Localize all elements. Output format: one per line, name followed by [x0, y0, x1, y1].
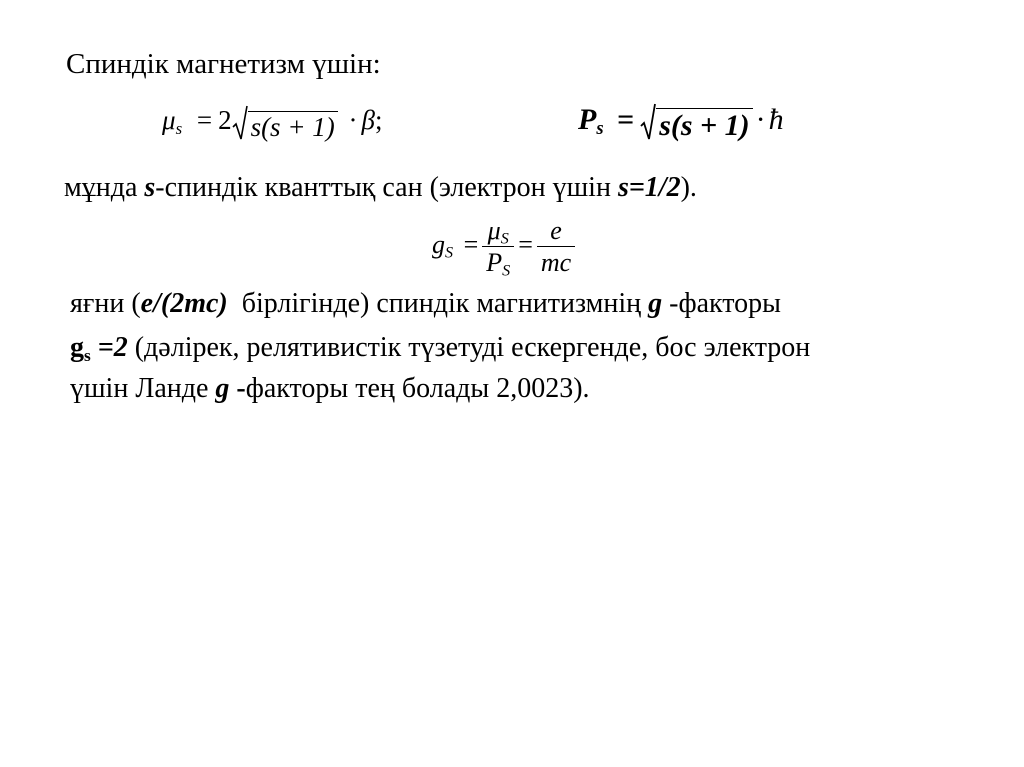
gs-subscript: s — [84, 345, 91, 365]
mu-symbol: μ — [162, 105, 176, 136]
numerator-mu — [482, 218, 514, 247]
gs-value: =2 — [90, 332, 128, 363]
dot-operator-2: · — [755, 102, 766, 136]
beta-symbol: β — [361, 105, 375, 136]
paragraph-line-1 — [70, 290, 781, 318]
spin-definition-line — [64, 174, 697, 202]
para-l1-text-1: яғни ( — [70, 288, 141, 319]
spin-def-text-2: -спиндік кванттық сан (электрон үшін — [155, 172, 618, 203]
mu-subscript: s — [175, 118, 183, 138]
mu-s-symbol: μ — [487, 216, 501, 245]
radicand-text: s(s + 1) — [250, 112, 335, 142]
heading — [66, 50, 381, 79]
heading-text: Спиндік магнетизм үшін: — [66, 48, 381, 80]
p-s-symbol: P — [486, 248, 503, 277]
formula-magnetic-moment — [162, 105, 383, 141]
fraction-e-over-mc — [537, 218, 575, 276]
sqrt-radical-2 — [640, 103, 752, 141]
equals-sign-4: = — [518, 229, 533, 259]
mu-s-subscript: S — [500, 230, 509, 248]
p-subscript: s — [596, 118, 604, 140]
radicand — [248, 111, 338, 141]
paragraph-line-3 — [70, 375, 590, 403]
hbar-symbol: ħ — [768, 102, 784, 136]
gs-symbol: g — [70, 332, 84, 363]
g-subscript: S — [445, 244, 454, 262]
formula-g-factor — [432, 216, 575, 280]
radicand-2-text: s(s + 1) — [659, 109, 750, 142]
g-symbol: g — [432, 229, 445, 259]
p-s-subscript: S — [502, 262, 511, 280]
formula-spin-momentum — [578, 103, 784, 141]
radical-sign-icon — [232, 105, 248, 141]
para-l3-text-2: факторы тең болады 2,0023). — [245, 373, 590, 404]
radical-sign-icon — [640, 103, 656, 141]
g-factor-symbol: g — [648, 288, 663, 319]
denominator-mc: mc — [540, 248, 572, 277]
p-symbol: P — [578, 102, 597, 136]
numerator-e: e — [537, 218, 575, 247]
para-l2-text-1: (дәлірек, релятивистік түзетуді ескергенде, бос электрон — [127, 332, 811, 363]
paragraph-line-2 — [70, 332, 811, 365]
para-l1-text-3: -факторы — [662, 288, 781, 319]
equals-sign: = — [196, 105, 213, 136]
unit-expression: e/(2mc) — [140, 288, 228, 319]
equals-sign-3: = — [463, 229, 479, 259]
semicolon: ; — [374, 105, 383, 136]
lande-dash: - — [229, 373, 246, 404]
coefficient: 2 — [218, 105, 232, 136]
radicand-2 — [656, 108, 752, 141]
equals-sign-2: = — [617, 102, 635, 136]
dot-operator: · — [348, 105, 358, 136]
lande-g-symbol: g — [215, 373, 230, 404]
denominator-p — [482, 247, 514, 280]
spin-def-text-1: мұнда — [64, 172, 145, 203]
spin-def-text-3: ). — [680, 172, 697, 203]
sqrt-radical — [232, 105, 338, 141]
spin-value: s=1/2 — [617, 172, 681, 203]
para-l3-text-1: үшін Ланде — [70, 373, 216, 404]
para-l1-text-2: бірлігінде) спиндік магнитизмнің — [227, 288, 649, 319]
spin-symbol: s — [144, 172, 156, 203]
fraction-mu-over-p — [482, 216, 514, 280]
